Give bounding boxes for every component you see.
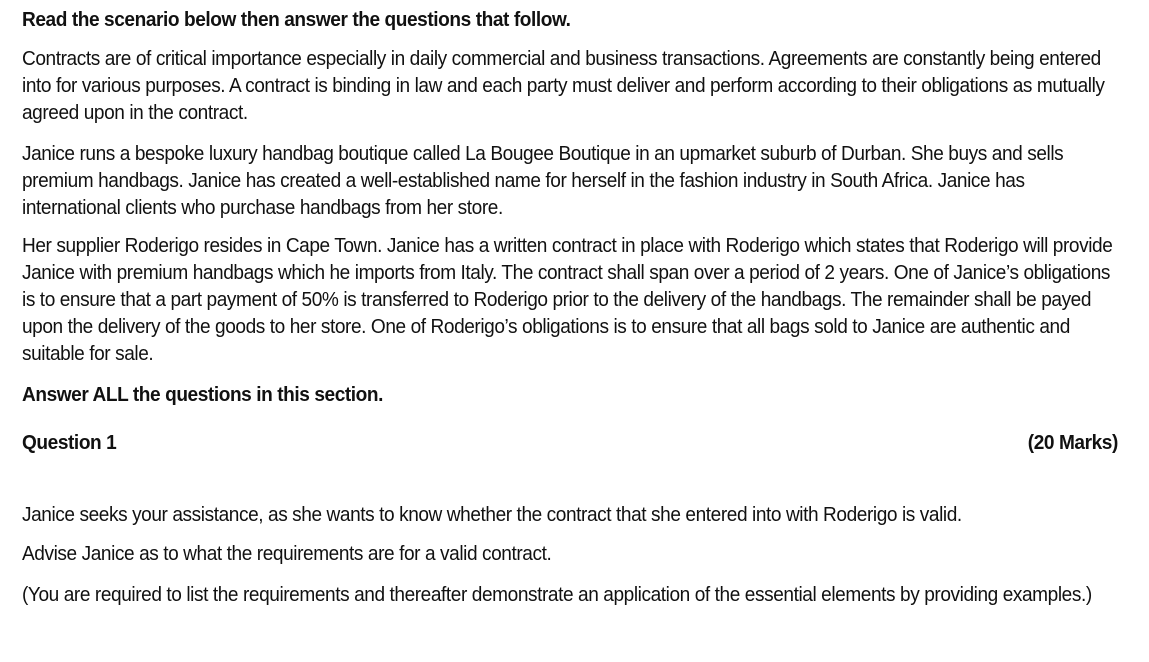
- question-title: Question 1: [22, 431, 117, 454]
- question-line-2-block: [22, 540, 1149, 567]
- paragraph-contracts: Contracts are of critical importance especially in daily commercial and business transactions. Agreements are constantly being entered into for various purposes. A contract is binding in law and each party must deliver and perform according to their obligations as mutually agreed upon in the contract.: [22, 47, 1105, 124]
- paragraph-janice: Janice runs a bespoke luxury handbag boutique called La Bougee Boutique in an upmarket suburb of Durban. She buys and sells premium handbags. Janice has created a well-established name for herself in the fashion industry in South Africa. Janice has international clients who purchase handbags from her store.: [22, 142, 1064, 219]
- question-line-requirements: Advise Janice as to what the requirements are for a valid contract.: [22, 542, 552, 565]
- question-line-3-block: [22, 581, 1149, 608]
- question-line-1-block: [22, 501, 1149, 528]
- scenario-heading-block: [22, 6, 1149, 33]
- question-line-validity: Janice seeks your assistance, as she wants to know whether the contract that she entered into with Roderigo is valid.: [22, 503, 962, 526]
- paragraph-contracts-block: [22, 45, 1149, 126]
- paragraph-roderigo: Her supplier Roderigo resides in Cape Town. Janice has a written contract in place with Roderigo which states that Roderigo will provide Janice with premium handbags which he imports from Italy. The contract shall span over a period of 2 years. One of Janice’s obligations is to ensure that a part payment of 50% is transferred to Roderigo prior to the delivery of the handbags. The remainder shall be payed upon the delivery of the goods to her store. One of Roderigo’s obligations is to ensure that all bags sold to Janice are authentic and suitable for sale.: [22, 234, 1113, 365]
- paragraph-roderigo-block: [22, 232, 1149, 367]
- instruction-block: [22, 381, 1149, 408]
- scenario-heading: Read the scenario below then answer the questions that follow.: [22, 8, 571, 31]
- question-marks: (20 Marks): [1027, 431, 1118, 454]
- question-line-note: (You are required to list the requirements and thereafter demonstrate an application of the essential elements by providing examples.): [22, 583, 1092, 606]
- section-instruction: Answer ALL the questions in this section.: [22, 383, 384, 406]
- paragraph-janice-block: [22, 140, 1149, 221]
- question-header: [22, 429, 1118, 456]
